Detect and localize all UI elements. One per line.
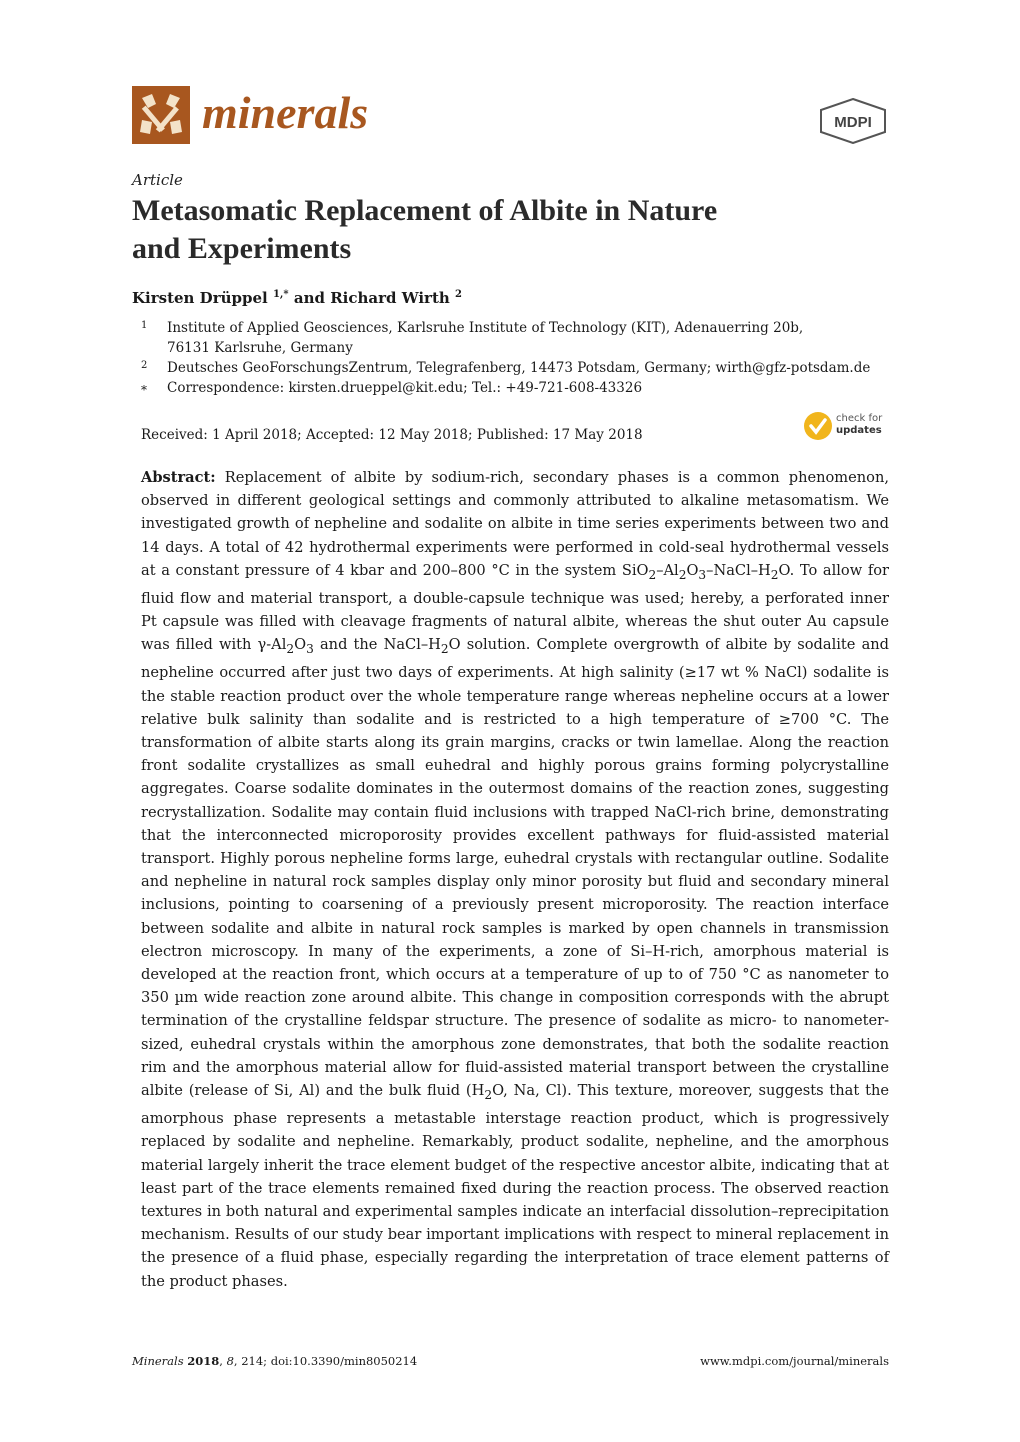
author-1: Kirsten Drüppel [132,289,268,307]
affil-mark-2: 2 [141,360,148,371]
affil-1-line-b: 76131 Karlsruhe, Germany [167,340,353,356]
crossed-shovels-icon [132,86,190,144]
check-for-updates-badge[interactable] [803,410,893,444]
journal-name: minerals [202,87,369,138]
mdpi-logo [818,98,888,144]
author-and: and [293,289,325,307]
checkmark-badge-icon [803,410,833,442]
affiliations [141,318,901,398]
publication-dates: Received: 1 April 2018; Accepted: 12 May 2018; Published: 17 May 2018 [141,427,643,443]
affil-mark-3: * [141,383,147,397]
author-2: Richard Wirth [330,289,450,307]
author-list [132,289,462,307]
title-line-1: Metasomatic Replacement of Albite in Nature [132,194,718,227]
journal-logo [132,86,190,144]
publisher-logo-text: MDPI [834,114,872,131]
abstract: Abstract: Replacement of albite by sodium-rich, secondary phases is a common phenomenon, observed in different geological settings and commonly attributed to alkaline metasomatism. We investigated growth of nepheline and sodalite on albite in time series experiments between two and 14 days. A total of 42 hydrothermal experiments were performed in cold-seal hydrothermal vessels at a constant pressure of 4 kbar and 200–800 °C in the system $SiO_2-Al_2O_3-NaCl-H_2O$. To allow for fluid flow and material transport, a double-capsule technique was used; hereby, a perforated inner Pt capsule was filled with cleavage fragments of natural albite, whereas the shut outer Au capsule was filled with $\gamma-Al_2O_3$ and the NaCl–$H_2O$ solution. Complete overgrowth of albite by sodalite and nepheline occurred after just two days of experiments. At high salinity (≥17 wt % NaCl) sodalite is the stable reaction product over the whole temperature range whereas nepheline occurs at a lower relative bulk salinity than sodalite and is restricted to a high temperature of ≥700 °C. The transformation of albite starts along its grain margins, cracks or twin lamellae. Along the reaction front sodalite crystallizes as small euhedral and highly porous grains forming polycrystalline aggregates. Coarse sodalite dominates in the outermost domains of the reaction zones, suggesting recrystallization. Sodalite may contain fluid inclusions with trapped NaCl-rich brine, demonstrating that the interconnected microporosity provides excellent pathways for fluid-assisted material transport. Highly porous nepheline forms large, euhedral crystals with rectangular outline. Sodalite and nepheline in natural rock samples display only minor porosity but fluid and secondary mineral inclusions, pointing to coarsening of a previously present microporosity. The reaction interface between sodalite and albite in natural rock samples is marked by open channels in transmission electron microscopy. In many of the experiments, a zone of Si–H-rich, amorphous material is developed at the reaction front, which occurs at a temperature of up to of 750 °C as nanometer to 350 µm wide reaction zone around albite. This change in composition corresponds with the abrupt termination of the crystalline feldspar structure. The presence of sodalite as micro- to nanometer-sized, euhedral crystals within the amorphous zone demonstrates, that both the sodalite reaction rim and the amorphous material allow for fluid-assisted material transport between the crystalline albite (release of Si, Al) and the bulk fluid ($H_2O$, Na, Cl). This texture, moreover, suggests that the amorphous phase represents a metastable interstage reaction product, which is progressively replaced by sodalite and nepheline. Remarkably, product sodalite, nepheline, and the amorphous material largely inherit the trace element budget of the respective ancestor albite, indicating that at least part of the trace elements remained fixed during the reaction process. The observed reaction textures in both natural and experimental samples indicate an interfacial dissolution–reprecipitation mechanism. Results of our study bear important implications with respect to mineral replacement in the presence of a fluid phase, especially regarding the interpretation of trace element patterns of the product phases. [141,469,890,1290]
author-2-affil: 2 [455,289,462,300]
page-title [132,192,892,268]
citation-footer: Minerals 2018, 8, 214; doi:10.3390/min8050214 [132,1354,418,1368]
affil-1-line-a: Institute of Applied Geosciences, Karlsruhe Institute of Technology (KIT), Adenauerring 20b, [167,320,804,336]
title-line-2: and Experiments [132,232,352,265]
article-type: Article [132,171,183,189]
author-1-affil: 1,* [272,289,289,300]
check-line-2: updates [836,425,882,436]
check-line-1: check for [836,413,883,424]
journal-url[interactable]: www.mdpi.com/journal/minerals [700,1354,889,1368]
abstract-label: Abstract: [141,469,216,486]
affil-mark-1: 1 [141,320,148,331]
correspondence: Correspondence: kirsten.drueppel@kit.edu; Tel.: +49-721-608-43326 [167,380,643,396]
affil-2: Deutsches GeoForschungsZentrum, Telegrafenberg, 14473 Potsdam, Germany; wirth@gfz-potsdam.de [167,360,871,376]
